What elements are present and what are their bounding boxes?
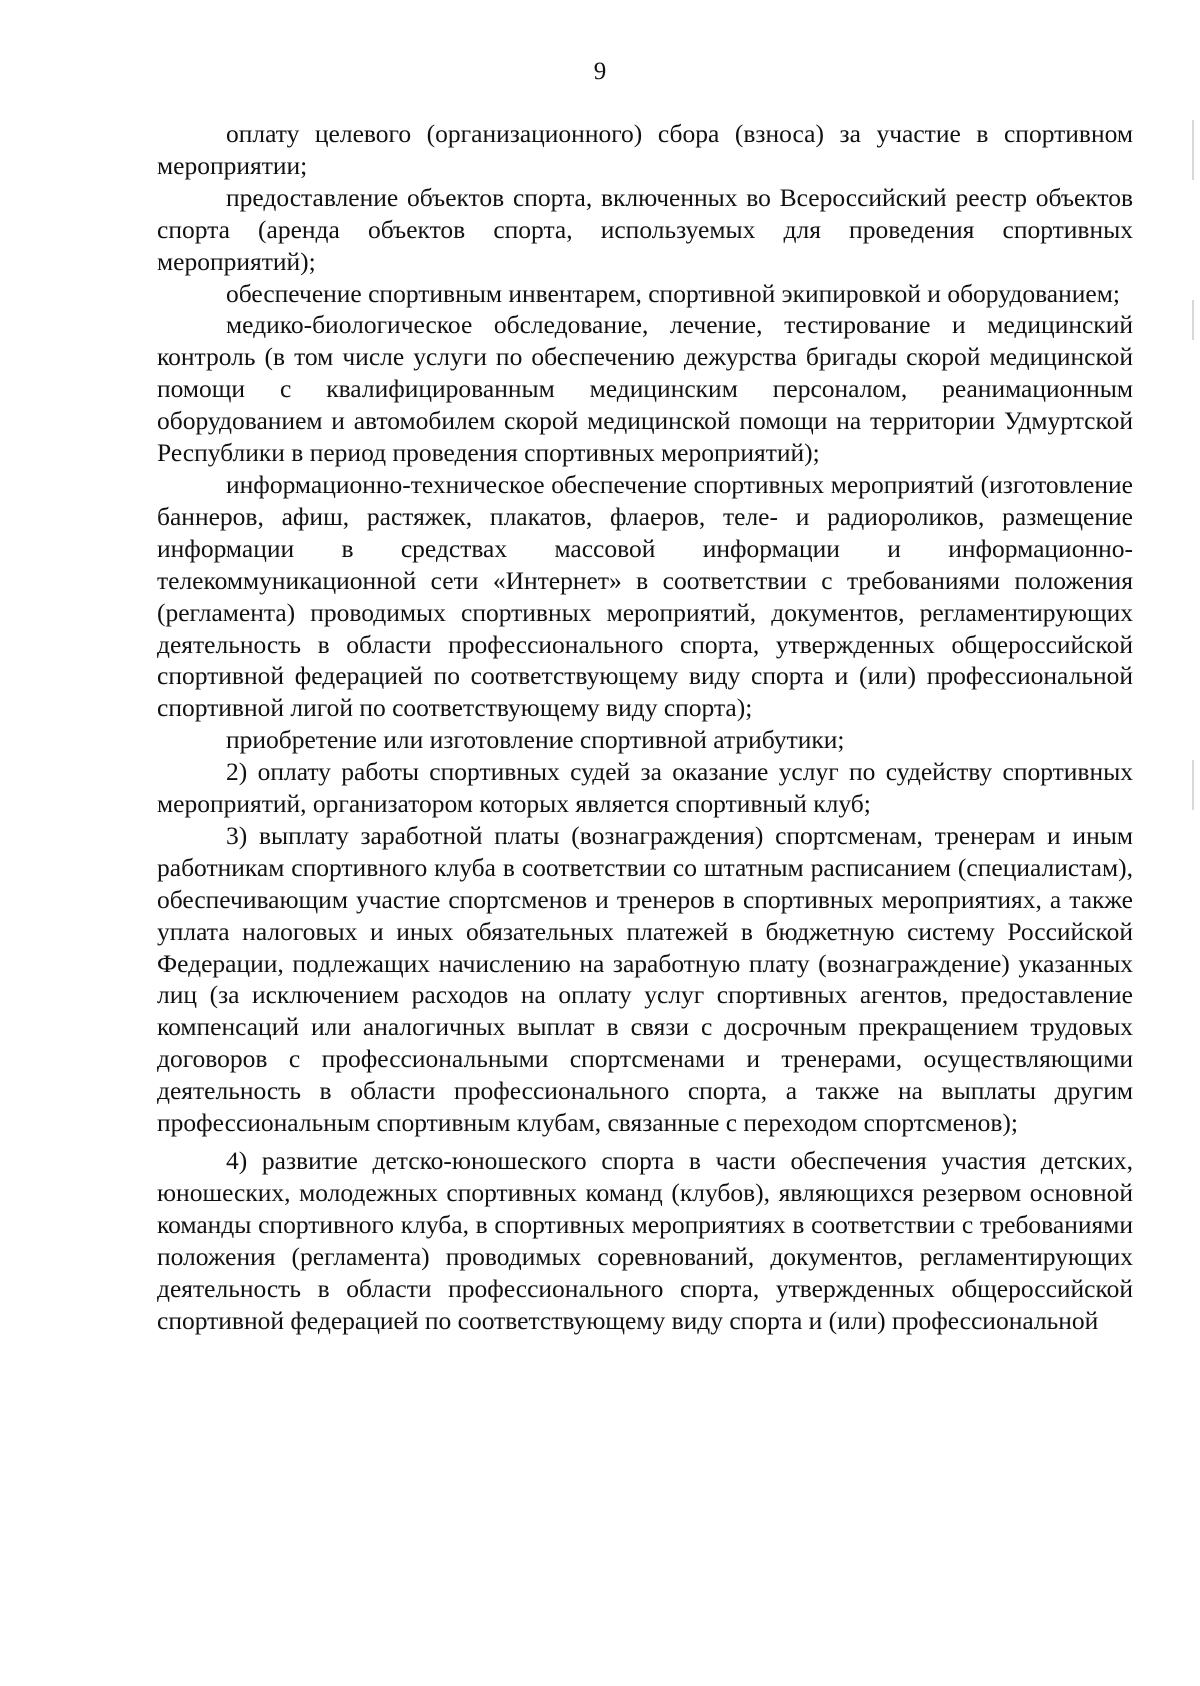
paragraph-target-fee: оплату целевого (организационного) сбора (взноса) за участие в спортивном мероприятии; bbox=[157, 119, 1133, 180]
scan-edge-mark bbox=[1192, 300, 1194, 340]
paragraph-equipment: обеспечение спортивным инвентарем, спортивной экипировкой и оборудованием; bbox=[226, 278, 1120, 308]
paragraph-item-3-salaries: 3) выплату заработной платы (вознаграждения) спортсменам, тренерам и иным работникам спортивного клуба в соответствии со штатным расписанием (специалистам), обеспечивающим участие спортсменов и тренеров в спортивных мероприятиях, а также уплата налоговых и иных обязательных платежей в бюджетную систему Российской Федерации, подлежащих начислению на заработную плату (вознаграждение) указанных лиц (за исключением расходов на оплату услуг спортивных агентов, предоставление компенсаций или аналогичных выплат в связи с досрочным прекращением трудовых договоров с профессиональными спортсменами и тренерами, осуществляющими деятельность в области профессионального спорта, а также на выплаты другим профессиональным спортивным клубам, связанные с переходом спортсменов); bbox=[157, 820, 1133, 1138]
paragraph-information-support: информационно-техническое обеспечение спортивных мероприятий (изготовление баннеров, афиш, растяжек, плакатов, флаеров, теле- и радиороликов, размещение информации в средствах массовой информации и информационно-телекоммуникационной сети «Интернет» в соответствии с требованиями положения (регламента) проводимых спортивных мероприятий, документов, регламентирующих деятельность в области профессионального спорта, утвержденных общероссийской спортивной федерацией по соответствующему виду спорта и (или) профессиональной спортивной лигой по соответствующему виду спорта); bbox=[157, 469, 1133, 723]
paragraph-item-4-youth-sport: 4) развитие детско-юношеского спорта в части обеспечения участия детских, юношеских, молодежных спортивных команд (клубов), являющихся резервом основной команды спортивного клуба, в спортивных мероприятиях в соответствии с требованиями положения (регламента) проводимых соревнований, документов, регламентирующих деятельность в области профессионального спорта, утвержденных общероссийской спортивной федерацией по соответствующему виду спорта и (или) профессиональной bbox=[157, 1146, 1133, 1335]
scan-edge-mark bbox=[1192, 120, 1194, 180]
scan-edge-mark bbox=[1192, 760, 1194, 810]
paragraph-item-2-referees: 2) оплату работы спортивных судей за оказание услуг по судейству спортивных мероприятий, организатором которых является спортивный клуб; bbox=[157, 757, 1133, 819]
document-body bbox=[157, 118, 1133, 1336]
paragraph-sport-facilities: предоставление объектов спорта, включенных во Всероссийский реестр объектов спорта (аренда объектов спорта, используемых для проведения спортивных мероприятий); bbox=[157, 182, 1133, 276]
paragraph-medical: медико-биологическое обследование, лечение, тестирование и медицинский контроль (в том числе услуги по обеспечению дежурства бригады скорой медицинской помощи с квалифицированным медицинским персоналом, реанимационным оборудованием и автомобилем скорой медицинской помощи на территории Удмуртской Республики в период проведения спортивных мероприятий); bbox=[157, 310, 1133, 468]
paragraph-attributes: приобретение или изготовление спортивной атрибутики; bbox=[226, 725, 845, 755]
page-number: 9 bbox=[593, 58, 607, 85]
